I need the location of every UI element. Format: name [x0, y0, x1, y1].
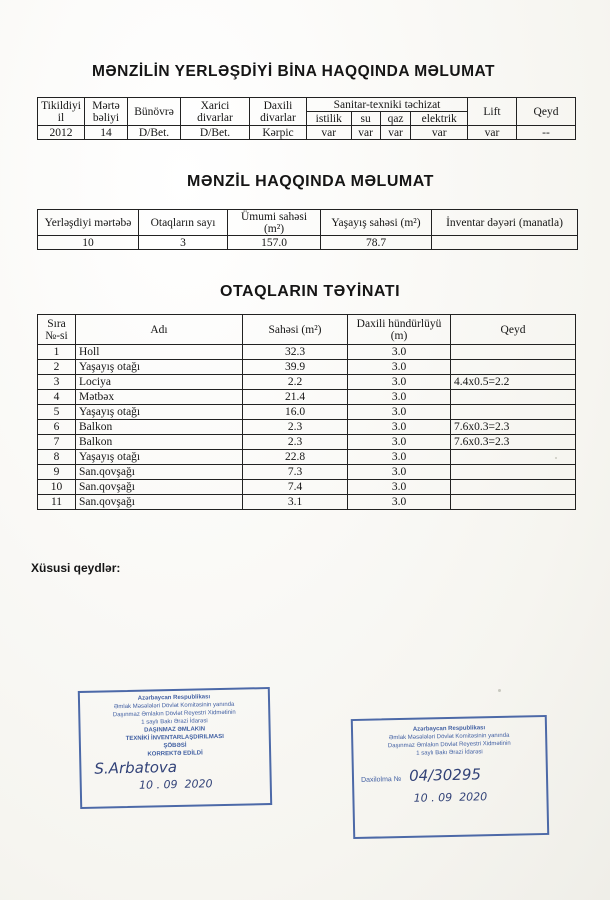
room-name-cell: San.qovşağı — [76, 480, 243, 495]
value-apartment-floor: 10 — [38, 236, 139, 250]
stamp-right-year: 2020 — [459, 790, 488, 804]
rooms-table — [37, 314, 576, 510]
row-number-cell: 9 — [38, 465, 76, 480]
header-room-area: Sahəsi (m²) — [243, 315, 348, 345]
room-area-cell: 39.9 — [243, 360, 348, 375]
stamp-right-line2: Əmlak Məsələləri Dövlət Komitəsinin yanında — [388, 732, 510, 742]
paper-speck — [498, 689, 501, 692]
room-name-cell: Yaşayış otağı — [76, 450, 243, 465]
value-inventory-value — [432, 236, 578, 250]
value-gas: var — [380, 126, 411, 140]
room-name-cell: Lociya — [76, 375, 243, 390]
stamp-left-line2: Əmlak Məsələləri Dövlət Komitəsinin yanında — [113, 701, 235, 711]
header-apartment-floor: Yerləşdiyi mərtəbə — [38, 210, 139, 236]
apartment-info-title: MƏNZİL HAQQINDA MƏLUMAT — [187, 173, 434, 190]
header-row-number: Sıra №-si — [38, 315, 76, 345]
row-number-cell: 3 — [38, 375, 76, 390]
stamp-left-day: 10 — [138, 778, 154, 792]
stamp-left-date: 10 . 09 2020 — [138, 777, 213, 792]
stamp-left-line7: ŞÖBƏSİ — [163, 742, 187, 750]
table-row — [38, 375, 576, 390]
header-room-height: Daxili hündürlüyü (m) — [348, 315, 451, 345]
row-number-cell: 7 — [38, 435, 76, 450]
value-electric: var — [411, 126, 468, 140]
room-name-cell: Yaşayış otağı — [76, 360, 243, 375]
room-area-cell: 32.3 — [243, 345, 348, 360]
stamp-left-year: 2020 — [184, 777, 213, 791]
stamp-left-line8: KORREKTƏ EDİLDİ — [147, 750, 203, 758]
value-outer-walls: D/Bet. — [181, 126, 250, 140]
stamp-left-line4: 1 saylı Bakı Ərazi İdarəsi — [141, 718, 208, 726]
stamp-left-line3: Daşınmaz Əmlakın Dövlət Reyestri Xidmətinin — [112, 709, 236, 719]
table-row — [38, 480, 576, 495]
header-sanitary: Sanitar-texniki təchizat — [307, 98, 468, 112]
stamp-right-month: 09 — [438, 790, 453, 805]
stamp-right-line1: Azərbaycan Respublikası — [412, 725, 486, 733]
header-floors: Mərtə bəliyi — [85, 98, 128, 126]
header-living-area: Yaşayış sahəsi (m²) — [321, 210, 432, 236]
header-inventory-value: İnventar dəyəri (manatla) — [432, 210, 578, 236]
apartment-info-table — [37, 209, 578, 250]
stamp-right-line4: 1 saylı Bakı Ərazi İdarəsi — [416, 749, 483, 757]
registration-row — [357, 765, 543, 785]
value-heating: var — [307, 126, 352, 140]
table-row — [38, 435, 576, 450]
signature: S.Arbatova — [94, 757, 178, 778]
stamp-left-month: 09 — [163, 777, 178, 792]
value-foundation: D/Bet. — [128, 126, 181, 140]
room-area-cell: 2.2 — [243, 375, 348, 390]
header-outer-walls: Xarici divarlar — [181, 98, 250, 126]
header-gas: qaz — [380, 112, 411, 126]
room-note-cell — [451, 360, 576, 375]
registration-label: Daxilolma № — [360, 776, 402, 784]
room-height-cell: 3.0 — [348, 435, 451, 450]
stamp-left-line6: TEXNİKİ İNVENTARLAŞDIRILMASI — [125, 733, 224, 743]
header-electric: elektrik — [411, 112, 468, 126]
room-height-cell: 3.0 — [348, 405, 451, 420]
room-name-cell: Mətbəx — [76, 390, 243, 405]
table-row — [38, 495, 576, 510]
stamp-left-line5: DAŞINMAZ ƏMLAKIN — [144, 726, 206, 734]
header-room-count: Otaqların sayı — [139, 210, 228, 236]
row-number-cell: 5 — [38, 405, 76, 420]
table-row — [38, 390, 576, 405]
table-row — [38, 420, 576, 435]
room-height-cell: 3.0 — [348, 465, 451, 480]
table-row — [38, 405, 576, 420]
value-total-area: 157.0 — [228, 236, 321, 250]
table-row — [38, 465, 576, 480]
building-info-title: MƏNZİLİN YERLƏŞDİYİ BİNA HAQQINDA MƏLUMAT — [92, 63, 495, 80]
room-height-cell: 3.0 — [348, 420, 451, 435]
table-row — [38, 360, 576, 375]
room-height-cell: 3.0 — [348, 390, 451, 405]
left-official-stamp — [78, 687, 272, 809]
rooms-table-body — [38, 345, 576, 510]
value-living-area: 78.7 — [321, 236, 432, 250]
value-inner-walls: Kərpic — [250, 126, 307, 140]
room-note-cell — [451, 495, 576, 510]
row-number-cell: 2 — [38, 360, 76, 375]
stamp-right-line3: Daşınmaz Əmlakın Dövlət Reyestri Xidmətinin — [387, 740, 511, 750]
room-note-cell: 7.6x0.3=2.3 — [451, 420, 576, 435]
room-note-cell — [451, 345, 576, 360]
value-water: var — [351, 126, 380, 140]
header-foundation: Bünövrə — [128, 98, 181, 126]
value-lift: var — [468, 126, 517, 140]
row-number-cell: 11 — [38, 495, 76, 510]
room-area-cell: 7.4 — [243, 480, 348, 495]
paper-speck — [555, 457, 557, 459]
row-number-cell: 10 — [38, 480, 76, 495]
room-height-cell: 3.0 — [348, 360, 451, 375]
header-water: su — [351, 112, 380, 126]
row-number-cell: 8 — [38, 450, 76, 465]
room-name-cell: San.qovşağı — [76, 465, 243, 480]
special-notes-label: Xüsusi qeydlər: — [31, 561, 121, 575]
room-height-cell: 3.0 — [348, 495, 451, 510]
row-number-cell: 6 — [38, 420, 76, 435]
header-year: Tikildiyi il — [38, 98, 85, 126]
table-row — [38, 345, 576, 360]
room-note-cell — [451, 405, 576, 420]
header-note: Qeyd — [517, 98, 576, 126]
header-room-note: Qeyd — [451, 315, 576, 345]
room-height-cell: 3.0 — [348, 345, 451, 360]
room-name-cell: Holl — [76, 345, 243, 360]
room-height-cell: 3.0 — [348, 450, 451, 465]
header-lift: Lift — [468, 98, 517, 126]
room-name-cell: San.qovşağı — [76, 495, 243, 510]
room-name-cell: Balkon — [76, 435, 243, 450]
stamp-right-day: 10 — [413, 791, 428, 805]
value-floors: 14 — [85, 126, 128, 140]
room-note-cell — [451, 465, 576, 480]
room-note-cell: 7.6x0.3=2.3 — [451, 435, 576, 450]
value-year: 2012 — [38, 126, 85, 140]
room-note-cell — [451, 480, 576, 495]
header-total-area: Ümumi sahəsi (m²) — [228, 210, 321, 236]
row-number-cell: 4 — [38, 390, 76, 405]
room-area-cell: 16.0 — [243, 405, 348, 420]
room-area-cell: 7.3 — [243, 465, 348, 480]
room-area-cell: 22.8 — [243, 450, 348, 465]
value-room-count: 3 — [139, 236, 228, 250]
stamp-left-line1: Azərbaycan Respublikası — [137, 694, 211, 702]
room-area-cell: 3.1 — [243, 495, 348, 510]
room-height-cell: 3.0 — [348, 480, 451, 495]
stamp-right-date: 10 . 09 2020 — [413, 790, 488, 805]
row-number-cell: 1 — [38, 345, 76, 360]
header-inner-walls: Daxili divarlar — [250, 98, 307, 126]
table-row — [38, 450, 576, 465]
room-note-cell — [451, 390, 576, 405]
value-note: -- — [517, 126, 576, 140]
room-area-cell: 21.4 — [243, 390, 348, 405]
rooms-title: OTAQLARIN TƏYİNATI — [220, 283, 401, 300]
registration-number: 04/30295 — [408, 765, 482, 785]
room-area-cell: 2.3 — [243, 435, 348, 450]
building-info-table — [37, 97, 576, 140]
room-note-cell: 4.4x0.5=2.2 — [451, 375, 576, 390]
header-heating: istilik — [307, 112, 352, 126]
room-height-cell: 3.0 — [348, 375, 451, 390]
right-registration-stamp — [351, 715, 549, 839]
header-room-name: Adı — [76, 315, 243, 345]
room-area-cell: 2.3 — [243, 420, 348, 435]
room-name-cell: Balkon — [76, 420, 243, 435]
room-name-cell: Yaşayış otağı — [76, 405, 243, 420]
